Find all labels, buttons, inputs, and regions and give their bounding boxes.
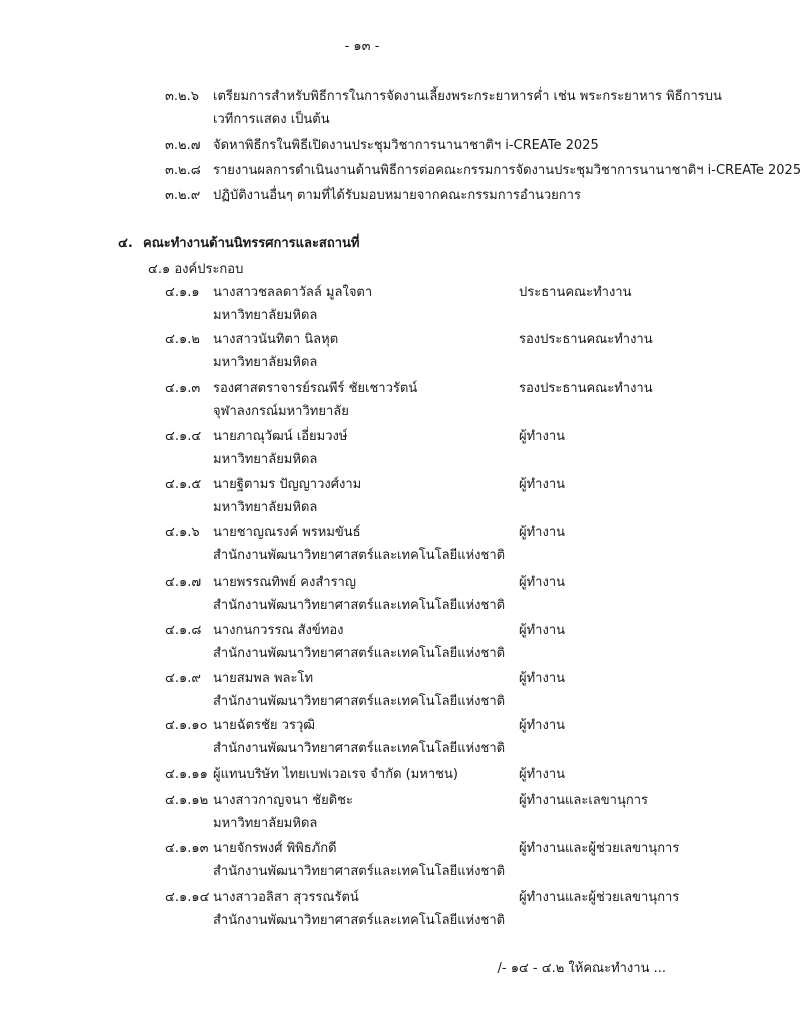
- member-number: ๔.๑.๑๔: [165, 890, 210, 905]
- member-organization: สำนักงานพัฒนาวิทยาศาสตร์และเทคโนโลยีแห่งชาติ: [213, 913, 506, 928]
- member-organization: สำนักงานพัฒนาวิทยาศาสตร์และเทคโนโลยีแห่งชาติ: [213, 694, 506, 709]
- member-number: ๔.๑.๑๓: [165, 841, 209, 856]
- member-name: นางสาวกาญจนา ชัยดิชะ: [213, 793, 353, 808]
- member-name: นายชาญณรงค์ พรหมขันธ์: [213, 525, 361, 540]
- member-role: ผู้ทำงาน: [519, 767, 566, 782]
- member-number: ๔.๑.๒: [165, 332, 200, 347]
- member-organization: สำนักงานพัฒนาวิทยาศาสตร์และเทคโนโลยีแห่งชาติ: [213, 864, 506, 879]
- member-role: ผู้ทำงาน: [519, 718, 566, 733]
- member-role: รองประธานคณะทำงาน: [519, 332, 653, 347]
- member-organization: สำนักงานพัฒนาวิทยาศาสตร์และเทคโนโลยีแห่งชาติ: [213, 741, 506, 756]
- member-name: รองศาสตราจารย์รณพีร์ ชัยเชาวรัตน์: [213, 381, 418, 396]
- member-number: ๔.๑.๑๒: [165, 793, 209, 808]
- member-role: ผู้ทำงาน: [519, 477, 566, 492]
- subsection-title: ๔.๑ องค์ประกอบ: [148, 262, 244, 277]
- member-number: ๔.๑.๘: [165, 623, 202, 638]
- member-organization: มหาวิทยาลัยมหิดล: [213, 355, 318, 370]
- member-number: ๔.๑.๑๐: [165, 718, 208, 733]
- member-role: ผู้ทำงานและผู้ช่วยเลขานุการ: [519, 890, 680, 905]
- member-name: นางกนกวรรณ สังข์ทอง: [213, 623, 344, 638]
- section-number: ๔.: [118, 236, 133, 251]
- member-role: ผู้ทำงานและผู้ช่วยเลขานุการ: [519, 841, 680, 856]
- member-organization: มหาวิทยาลัยมหิดล: [213, 452, 318, 467]
- member-role: ผู้ทำงาน: [519, 671, 566, 686]
- member-name: นางสาวนันทิตา นิลหุต: [213, 332, 339, 347]
- page-footer-continuation: /- ๑๔ - ๔.๒ ให้คณะทำงาน ...: [497, 961, 666, 976]
- member-number: ๔.๑.๗: [165, 575, 202, 590]
- member-organization: สำนักงานพัฒนาวิทยาศาสตร์และเทคโนโลยีแห่งชาติ: [213, 598, 506, 613]
- section-title: คณะทำงานด้านนิทรรศการและสถานที่: [143, 236, 360, 251]
- member-name: นางสาวอลิสา สุวรรณรัตน์: [213, 890, 359, 905]
- member-name: นายภาณุวัฒน์ เอี่ยมวงษ์: [213, 429, 348, 444]
- member-name: นายฉัตรชัย วรวุฒิ: [213, 718, 315, 733]
- member-name: นายจักรพงศ์ พิพิธภักดี: [213, 841, 337, 856]
- item-text: รายงานผลการดำเนินงานด้านพิธีการต่อคณะกรรมการจัดงานประชุมวิชาการนานาชาติฯ i-CREATe 2025: [213, 163, 801, 178]
- member-organization: สำนักงานพัฒนาวิทยาศาสตร์และเทคโนโลยีแห่งชาติ: [213, 646, 506, 661]
- member-role: ผู้ทำงาน: [519, 623, 566, 638]
- member-number: ๔.๑.๖: [165, 525, 200, 540]
- item-text: จัดหาพิธีกรในพิธีเปิดงานประชุมวิชาการนานาชาติฯ i-CREATe 2025: [213, 138, 599, 153]
- member-number: ๔.๑.๙: [165, 671, 201, 686]
- member-number: ๔.๑.๕: [165, 477, 202, 492]
- member-number: ๔.๑.๔: [165, 429, 202, 444]
- item-text-continued: เวทีการแสดง เป็นต้น: [213, 112, 330, 127]
- member-role: ผู้ทำงานและเลขานุการ: [519, 793, 648, 808]
- member-organization: จุฬาลงกรณ์มหาวิทยาลัย: [213, 404, 349, 419]
- member-number: ๔.๑.๓: [165, 381, 201, 396]
- member-name: นางสาวชลลดาวัลล์ มูลใจตา: [213, 285, 373, 300]
- member-organization: มหาวิทยาลัยมหิดล: [213, 500, 318, 515]
- member-organization: สำนักงานพัฒนาวิทยาศาสตร์และเทคโนโลยีแห่งชาติ: [213, 548, 506, 563]
- member-role: รองประธานคณะทำงาน: [519, 381, 653, 396]
- item-number: ๓.๒.๗: [165, 138, 201, 153]
- member-number: ๔.๑.๑: [165, 285, 200, 300]
- member-role: ผู้ทำงาน: [519, 575, 566, 590]
- member-role: ประธานคณะทำงาน: [519, 285, 632, 300]
- page-number: - ๑๓ -: [344, 39, 380, 54]
- member-role: ผู้ทำงาน: [519, 525, 566, 540]
- member-name: นายสมพล พละโท: [213, 671, 314, 686]
- item-text: เตรียมการสำหรับพิธีการในการจัดงานเลี้ยงพระกระยาหารค่ำ เช่น พระกระยาหาร พิธีการบน: [213, 89, 722, 104]
- item-text: ปฏิบัติงานอื่นๆ ตามที่ได้รับมอบหมายจากคณะกรรมการอำนวยการ: [213, 188, 581, 203]
- item-number: ๓.๒.๖: [165, 89, 199, 104]
- member-role: ผู้ทำงาน: [519, 429, 566, 444]
- member-organization: มหาวิทยาลัยมหิดล: [213, 816, 318, 831]
- member-number: ๔.๑.๑๑: [165, 767, 208, 782]
- item-number: ๓.๒.๘: [165, 163, 201, 178]
- member-name: ผู้แทนบริษัท ไทยเบฟเวอเรจ จำกัด (มหาชน): [213, 767, 458, 782]
- member-name: นายฐิตามร ปัญญาวงศ์งาม: [213, 477, 362, 492]
- item-number: ๓.๒.๙: [165, 188, 201, 203]
- member-organization: มหาวิทยาลัยมหิดล: [213, 308, 318, 323]
- member-name: นายพรรณทิพย์ คงสำราญ: [213, 575, 356, 590]
